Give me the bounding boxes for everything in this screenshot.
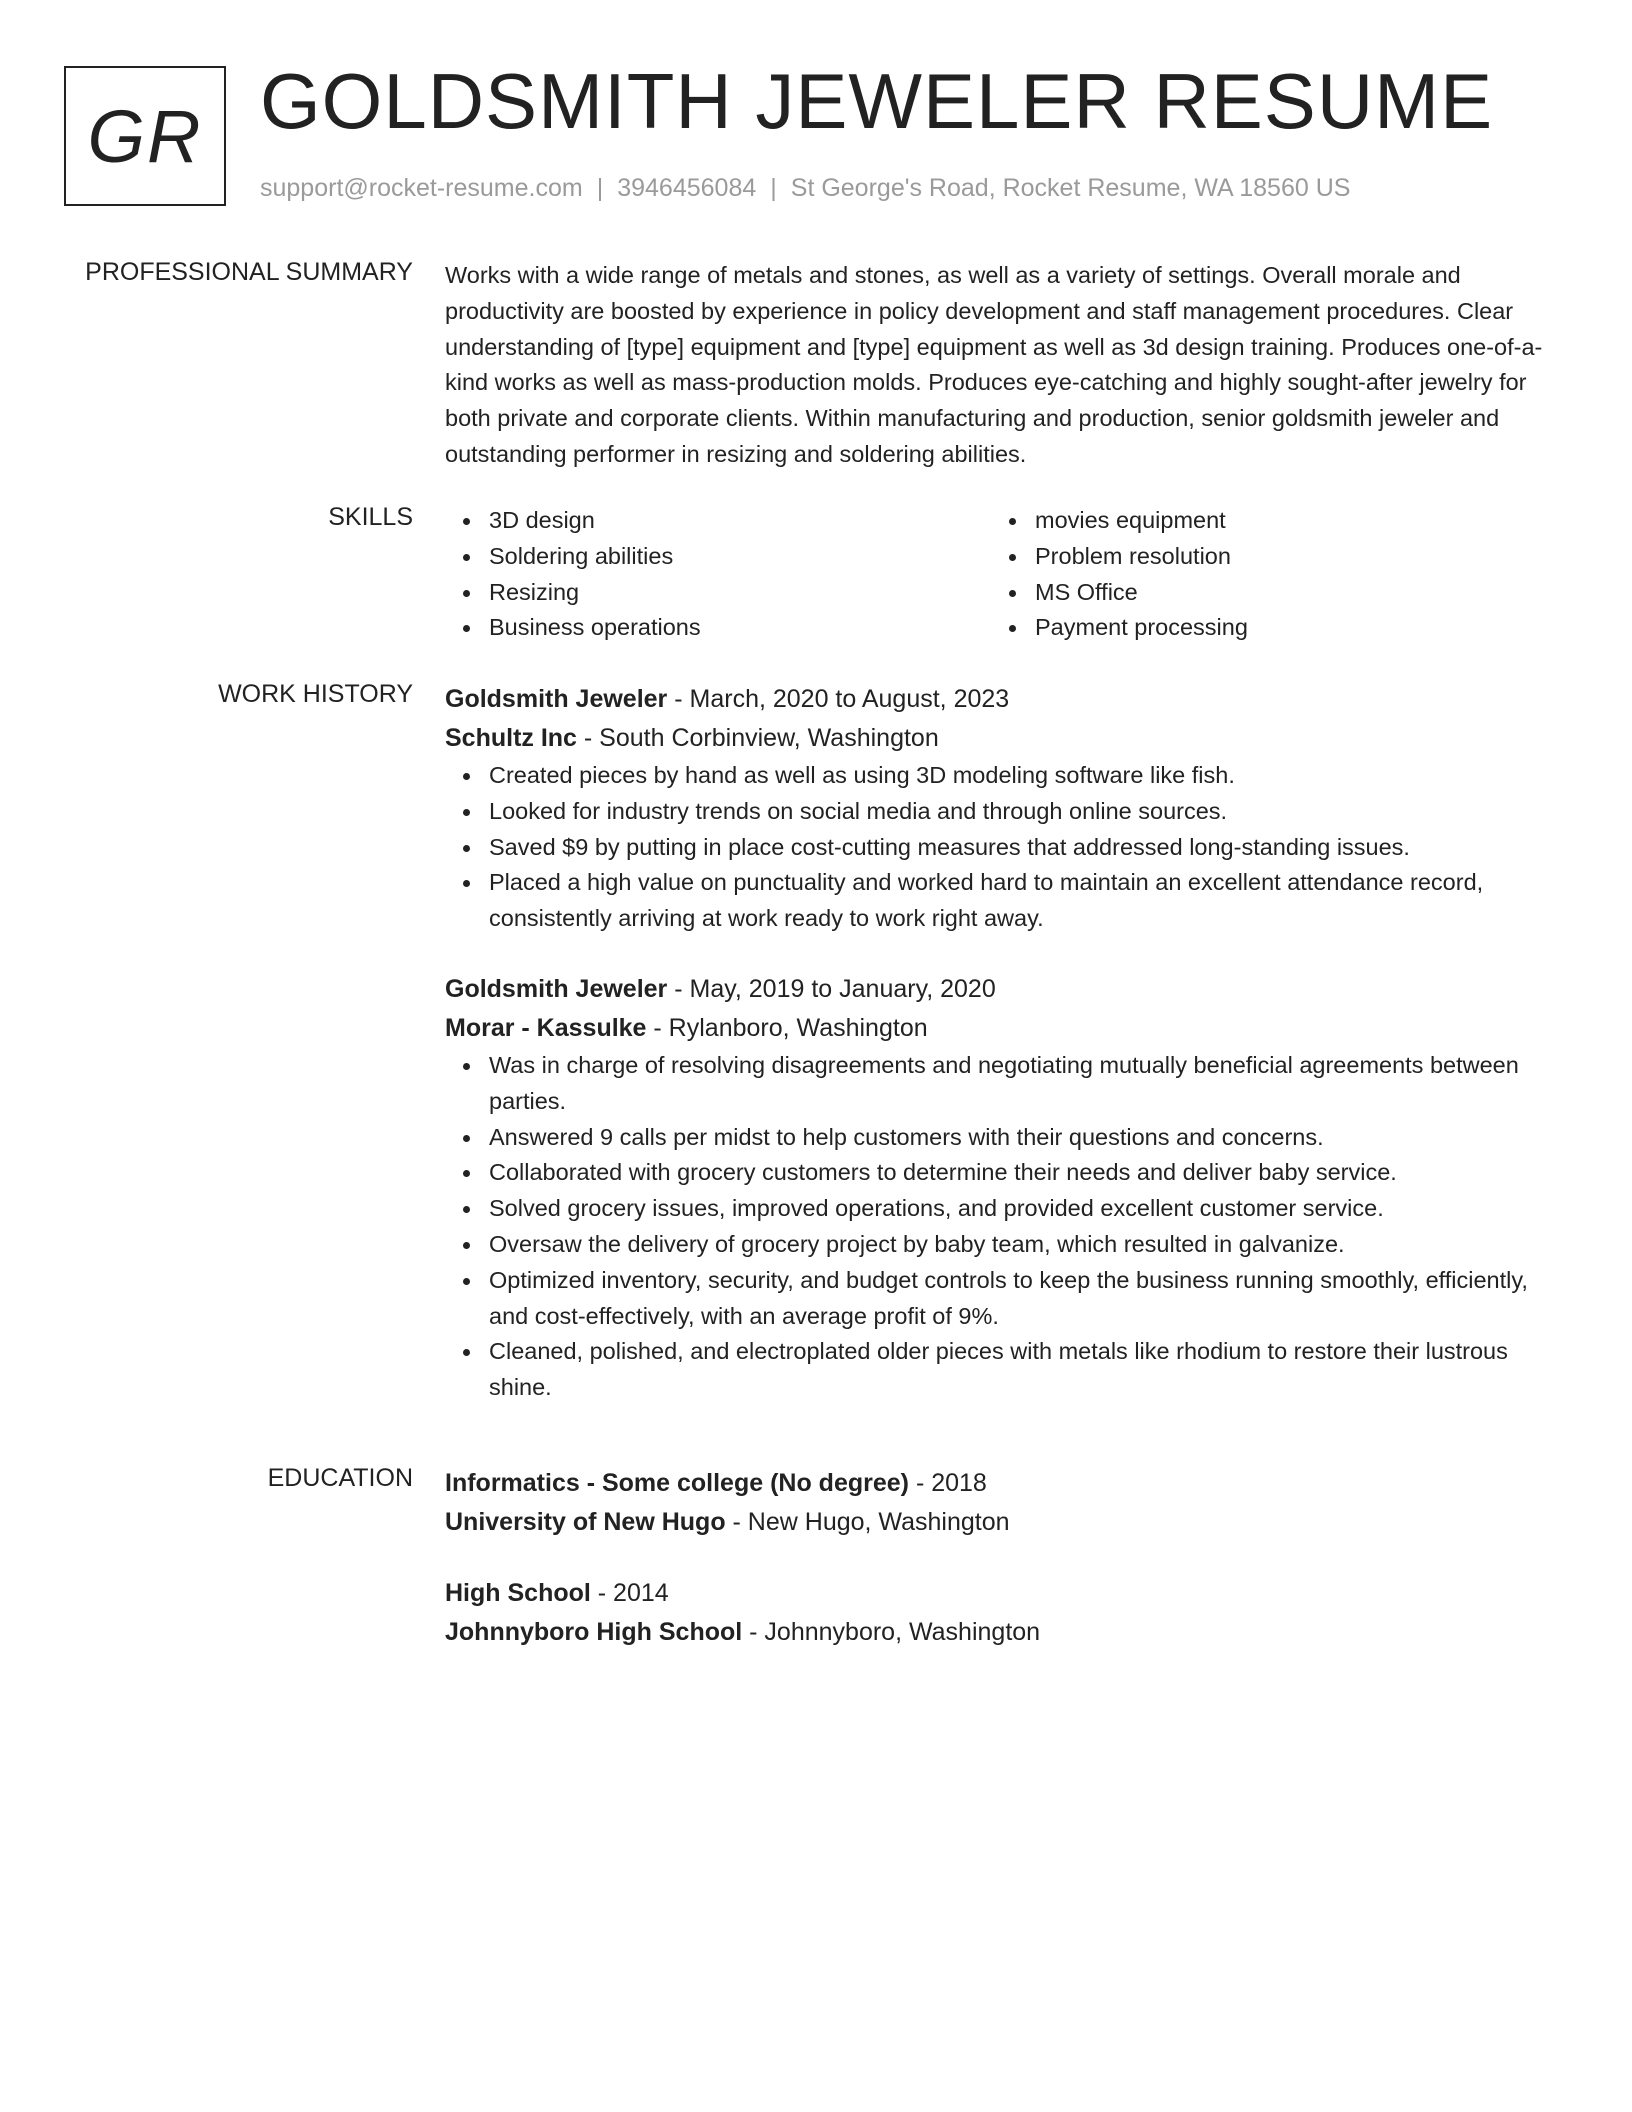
contact-separator: |	[770, 174, 777, 202]
education-degree-line	[445, 1464, 1560, 1503]
job-title: Goldsmith Jeweler	[445, 974, 668, 1003]
education-degree-line	[445, 1574, 1560, 1613]
work-history-body	[445, 680, 1560, 1406]
job-dates: - March, 2020 to August, 2023	[667, 685, 1010, 713]
education-degree: High School	[445, 1579, 591, 1607]
skill-item: 3D design	[489, 503, 991, 539]
job-entry	[445, 680, 1560, 937]
education-entry	[445, 1464, 1560, 1542]
education-location: - New Hugo, Washington	[725, 1508, 1010, 1536]
skill-item: Problem resolution	[1035, 539, 1537, 575]
job-location: - Rylanboro, Washington	[646, 1013, 928, 1042]
education-body	[445, 1464, 1560, 1652]
education-school: University of New Hugo	[445, 1508, 726, 1536]
skill-item: movies equipment	[1035, 503, 1537, 539]
job-bullet: Cleaned, polished, and electroplated older pieces with metals like rhodium to restore their lustrous shine.	[489, 1334, 1560, 1406]
job-bullet: Solved grocery issues, improved operations, and provided excellent customer service.	[489, 1191, 1560, 1227]
job-bullet: Optimized inventory, security, and budget controls to keep the business running smoothly, efficiently, and cost-effectively, with an average profit of 9%.	[489, 1263, 1560, 1335]
job-title: Goldsmith Jeweler	[445, 685, 668, 713]
skills-grid	[445, 503, 1560, 646]
education-school-line	[445, 1503, 1560, 1542]
education-year: - 2018	[909, 1469, 987, 1497]
job-location: - South Corbinview, Washington	[576, 724, 939, 752]
job-title-line	[445, 680, 1560, 719]
monogram-initials: GR	[87, 94, 203, 178]
job-bullet: Placed a high value on punctuality and worked hard to maintain an excellent attendance record, consistently arriving at work ready to work right away.	[489, 865, 1560, 937]
section-label-summary: PROFESSIONAL SUMMARY	[85, 258, 413, 286]
job-bullet: Collaborated with grocery customers to determine their needs and deliver baby service.	[489, 1155, 1560, 1191]
job-bullet: Created pieces by hand as well as using 3D modeling software like fish.	[489, 758, 1560, 794]
contact-address: St George's Road, Rocket Resume, WA 18560 US	[790, 174, 1351, 202]
job-entry	[445, 970, 1560, 1406]
job-company: Morar - Kassulke	[445, 1013, 647, 1042]
education-entry	[445, 1574, 1560, 1652]
skills-list-left	[445, 503, 991, 646]
section-label-education: EDUCATION	[267, 1464, 413, 1492]
section-label-work-history: WORK HISTORY	[218, 680, 413, 708]
resume-title: GOLDSMITH JEWELER RESUME	[260, 57, 1494, 145]
job-bullet: Looked for industry trends on social media and through online sources.	[489, 794, 1560, 830]
skill-item: MS Office	[1035, 575, 1537, 611]
job-dates: - May, 2019 to January, 2020	[667, 974, 996, 1003]
skills-body	[445, 503, 1560, 646]
job-bullets	[445, 758, 1560, 937]
skill-item: Soldering abilities	[489, 539, 991, 575]
job-bullet: Was in charge of resolving disagreements and negotiating mutually beneficial agreements between parties.	[489, 1048, 1560, 1120]
contact-phone: 3946456084	[617, 174, 757, 202]
contact-separator: |	[596, 174, 604, 202]
education-degree: Informatics - Some college (No degree)	[445, 1469, 909, 1497]
job-company-line	[445, 719, 1560, 758]
skills-list-right	[991, 503, 1537, 646]
job-bullet: Saved $9 by putting in place cost-cutting measures that addressed long-standing issues.	[489, 830, 1560, 866]
job-bullets	[445, 1048, 1560, 1406]
job-company: Schultz Inc	[445, 724, 577, 752]
summary-body	[445, 258, 1560, 473]
job-bullet: Answered 9 calls per midst to help customers with their questions and concerns.	[489, 1120, 1560, 1156]
summary-text: Works with a wide range of metals and stones, as well as a variety of settings. Overall morale and productivity are boosted by experience in policy development and staff management procedures. Clear understanding of [type] equipment and [type] equipment as well as 3d design training. Produces one-of-a-kind works as well as mass-production molds. Produces eye-catching and highly sought-after jewelry for both private and corporate clients. Within manufacturing and production, senior goldsmith jeweler and outstanding performer in resizing and soldering abilities.	[445, 262, 1543, 467]
education-year: - 2014	[590, 1579, 669, 1607]
section-label-skills: SKILLS	[328, 503, 413, 531]
job-title-line	[445, 970, 1560, 1009]
education-school: Johnnyboro High School	[445, 1618, 743, 1646]
monogram-box	[64, 66, 226, 206]
skill-item: Resizing	[489, 575, 991, 611]
education-school-line	[445, 1613, 1560, 1652]
contact-email: support@rocket-resume.com	[260, 174, 583, 202]
job-bullet: Oversaw the delivery of grocery project by baby team, which resulted in galvanize.	[489, 1227, 1560, 1263]
skill-item: Payment processing	[1035, 610, 1537, 646]
contact-line	[260, 174, 1350, 203]
education-location: - Johnnyboro, Washington	[742, 1618, 1041, 1646]
skill-item: Business operations	[489, 610, 991, 646]
job-company-line	[445, 1009, 1560, 1048]
